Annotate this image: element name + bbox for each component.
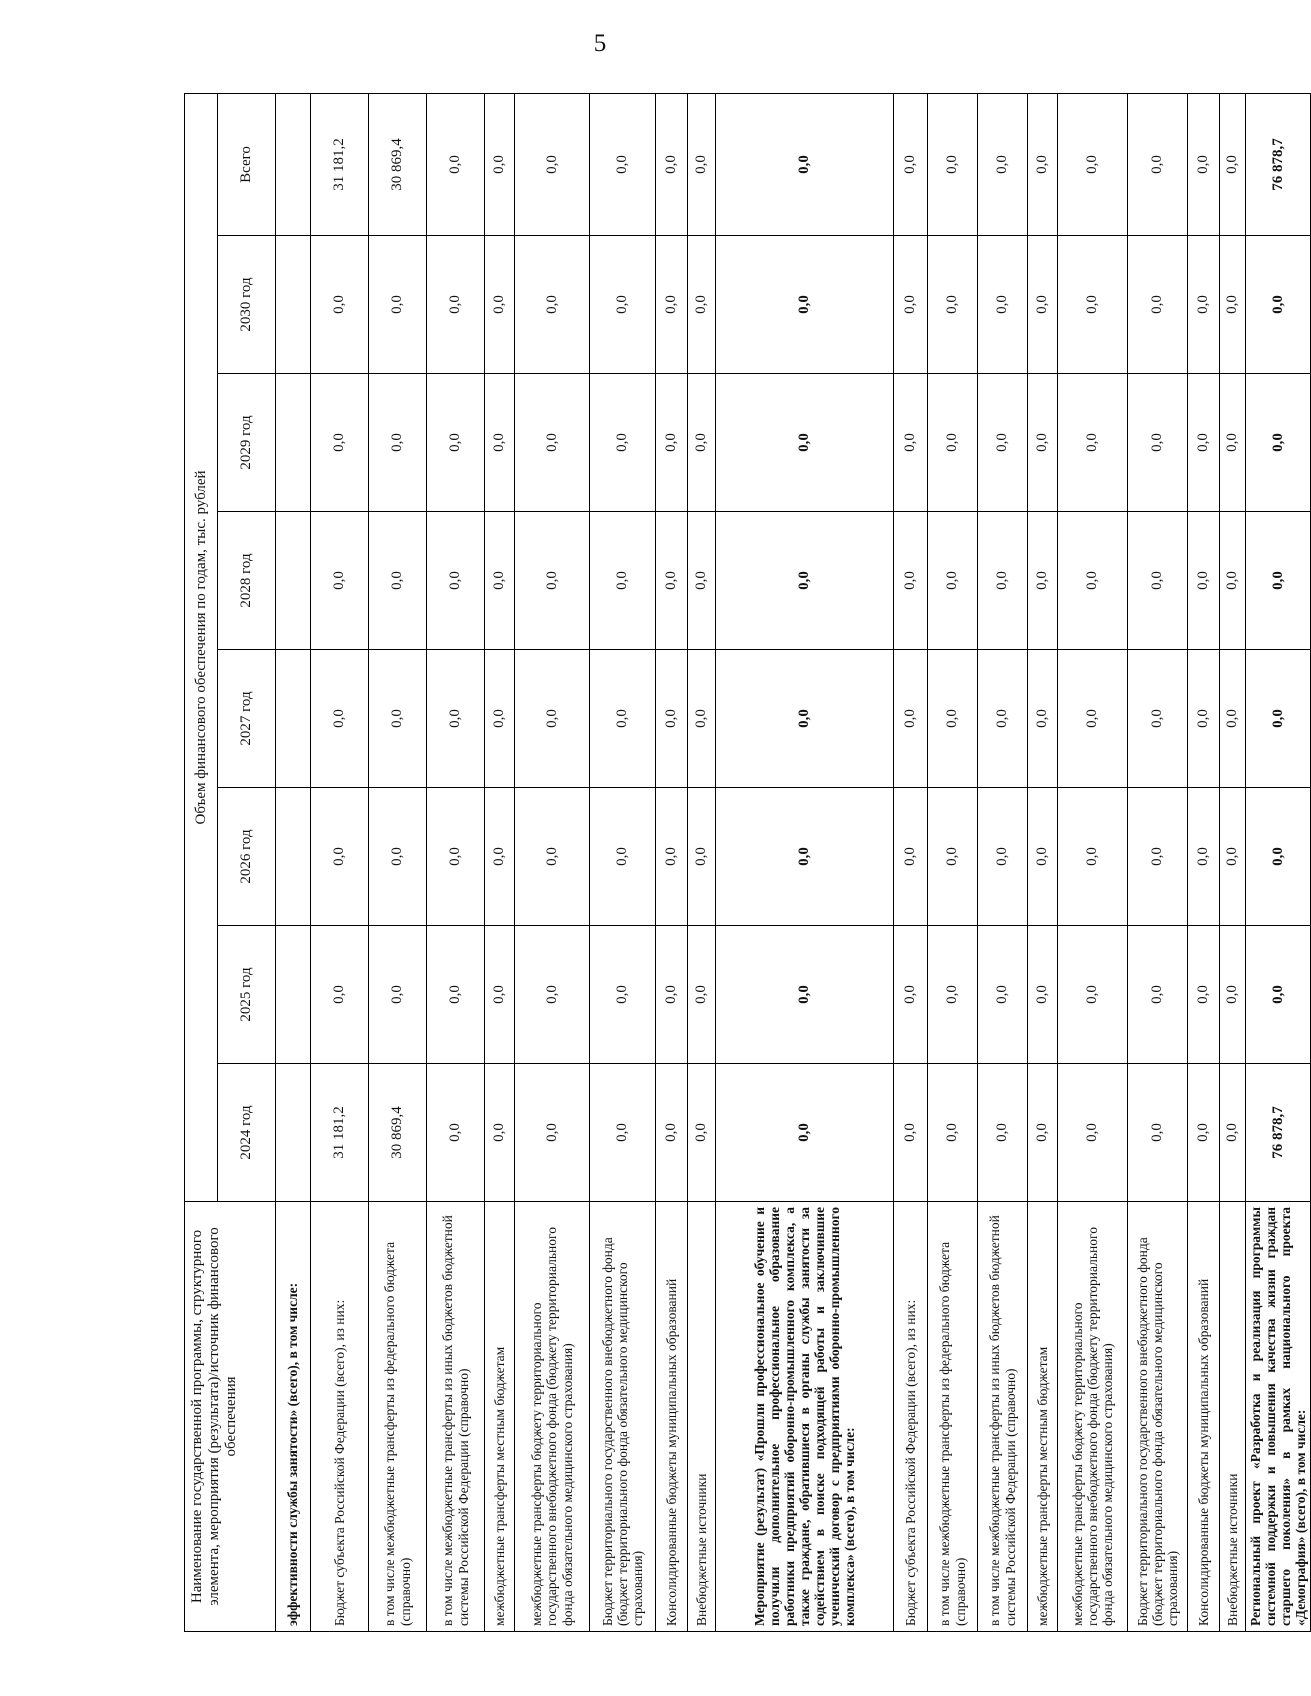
value-cell: 0,0 <box>590 236 656 374</box>
header-year-4: 2028 год <box>218 512 276 650</box>
value-cell: 0,0 <box>311 926 369 1064</box>
value-cell: 0,0 <box>515 926 590 1064</box>
value-cell: 0,0 <box>1128 788 1188 926</box>
value-cell: 0,0 <box>1188 374 1220 512</box>
table-row <box>311 93 369 1631</box>
value-cell: 0,0 <box>590 1064 656 1202</box>
value-cell: 0,0 <box>928 512 978 650</box>
table-row <box>427 93 485 1631</box>
value-cell: 0,0 <box>1246 788 1311 926</box>
value-cell: 0,0 <box>894 650 928 788</box>
value-cell: 0,0 <box>515 374 590 512</box>
value-cell: 0,0 <box>656 512 688 650</box>
row-name-cell: межбюджетные трансферты местным бюджетам <box>485 1202 515 1632</box>
value-cell: 0,0 <box>1188 1064 1220 1202</box>
value-cell: 0,0 <box>1128 236 1188 374</box>
value-cell: 0,0 <box>515 788 590 926</box>
row-name-cell: Консолидированные бюджеты муниципальных образований <box>1188 1202 1220 1632</box>
value-cell: 0,0 <box>1220 512 1246 650</box>
value-cell: 0,0 <box>515 236 590 374</box>
value-cell: 0,0 <box>656 926 688 1064</box>
value-cell: 0,0 <box>1128 374 1188 512</box>
value-cell: 0,0 <box>515 93 590 235</box>
value-cell: 0,0 <box>928 926 978 1064</box>
value-cell: 0,0 <box>1058 650 1128 788</box>
table-body <box>276 93 1311 1631</box>
value-cell: 0,0 <box>1188 93 1220 235</box>
value-cell: 0,0 <box>1028 93 1058 235</box>
value-cell: 0,0 <box>656 93 688 235</box>
value-cell <box>276 512 311 650</box>
header-year-6: 2030 год <box>218 236 276 374</box>
header-group: Объем финансового обеспечения по годам, тыс. рублей <box>185 93 218 1201</box>
value-cell: 0,0 <box>1188 236 1220 374</box>
value-cell: 0,0 <box>978 512 1028 650</box>
value-cell: 0,0 <box>1128 93 1188 235</box>
header-name-column: Наименование государственной программы, структурного элемента, мероприятия (результата)/источник финансового обеспечения <box>185 1202 276 1632</box>
value-cell: 0,0 <box>1246 650 1311 788</box>
value-cell: 0,0 <box>1188 512 1220 650</box>
value-cell: 0,0 <box>656 650 688 788</box>
table-row <box>1058 93 1128 1631</box>
value-cell: 0,0 <box>1028 512 1058 650</box>
value-cell: 0,0 <box>590 374 656 512</box>
value-cell: 0,0 <box>716 374 894 512</box>
table-row <box>928 93 978 1631</box>
row-name-cell: в том числе межбюджетные трансферты из федерального бюджета (справочно) <box>369 1202 427 1632</box>
value-cell: 0,0 <box>716 236 894 374</box>
value-cell <box>276 788 311 926</box>
value-cell: 0,0 <box>928 236 978 374</box>
value-cell: 0,0 <box>1188 788 1220 926</box>
header-year-7: Всего <box>218 93 276 235</box>
value-cell: 0,0 <box>1220 1064 1246 1202</box>
header-year-5: 2029 год <box>218 374 276 512</box>
header-year-0: 2024 год <box>218 1064 276 1202</box>
value-cell: 0,0 <box>978 374 1028 512</box>
value-cell: 0,0 <box>369 926 427 1064</box>
table-row <box>590 93 656 1631</box>
value-cell: 0,0 <box>1220 374 1246 512</box>
value-cell: 0,0 <box>978 1064 1028 1202</box>
header-year-3: 2027 год <box>218 650 276 788</box>
value-cell: 0,0 <box>515 650 590 788</box>
row-name-cell: Региональный проект «Разработка и реализация программы системной поддержки и повышения качества жизни граждан старшего поколения» в рамках национального проекта «Демография» (всего), в том числе: <box>1246 1202 1311 1632</box>
value-cell: 0,0 <box>688 650 716 788</box>
value-cell: 0,0 <box>1220 236 1246 374</box>
value-cell: 0,0 <box>485 650 515 788</box>
row-name-cell: Бюджет территориального государственного внебюджетного фонда (бюджет территориального фонда обязательного медицинского страхования) <box>1128 1202 1188 1632</box>
value-cell: 0,0 <box>978 650 1028 788</box>
value-cell: 0,0 <box>485 512 515 650</box>
value-cell: 0,0 <box>716 512 894 650</box>
value-cell: 0,0 <box>311 788 369 926</box>
value-cell: 0,0 <box>590 512 656 650</box>
value-cell: 0,0 <box>1028 650 1058 788</box>
value-cell: 0,0 <box>928 374 978 512</box>
value-cell: 0,0 <box>978 926 1028 1064</box>
value-cell: 0,0 <box>485 236 515 374</box>
value-cell: 0,0 <box>1246 374 1311 512</box>
value-cell: 0,0 <box>485 93 515 235</box>
table-row <box>515 93 590 1631</box>
value-cell: 0,0 <box>716 93 894 235</box>
value-cell: 0,0 <box>716 788 894 926</box>
value-cell: 0,0 <box>688 93 716 235</box>
value-cell: 0,0 <box>1246 236 1311 374</box>
table-row <box>656 93 688 1631</box>
value-cell: 0,0 <box>427 512 485 650</box>
value-cell: 0,0 <box>1028 926 1058 1064</box>
value-cell: 76 878,7 <box>1246 1064 1311 1202</box>
value-cell: 0,0 <box>515 1064 590 1202</box>
value-cell: 0,0 <box>656 1064 688 1202</box>
table-row <box>894 93 928 1631</box>
value-cell: 0,0 <box>1220 788 1246 926</box>
page-number: 5 <box>593 30 607 57</box>
value-cell: 0,0 <box>1128 512 1188 650</box>
value-cell: 0,0 <box>427 650 485 788</box>
value-cell: 0,0 <box>311 650 369 788</box>
value-cell: 0,0 <box>716 926 894 1064</box>
value-cell: 0,0 <box>1058 926 1128 1064</box>
value-cell: 0,0 <box>894 1064 928 1202</box>
value-cell: 0,0 <box>369 512 427 650</box>
value-cell: 0,0 <box>311 374 369 512</box>
value-cell: 0,0 <box>978 93 1028 235</box>
value-cell: 0,0 <box>978 236 1028 374</box>
value-cell <box>276 374 311 512</box>
row-name-cell: межбюджетные трансферты бюджету территориального государственного внебюджетного фонда (бюджету территориального фонда обязательного медицинского страхования) <box>515 1202 590 1632</box>
value-cell: 0,0 <box>590 926 656 1064</box>
value-cell: 0,0 <box>590 650 656 788</box>
value-cell: 0,0 <box>590 93 656 235</box>
value-cell: 0,0 <box>1058 1064 1128 1202</box>
value-cell: 0,0 <box>688 374 716 512</box>
value-cell: 0,0 <box>1028 374 1058 512</box>
value-cell: 0,0 <box>1188 926 1220 1064</box>
value-cell: 0,0 <box>485 374 515 512</box>
value-cell: 0,0 <box>427 788 485 926</box>
row-name-cell: Бюджет субъекта Российской Федерации (всего), из них: <box>894 1202 928 1632</box>
header-year-2: 2026 год <box>218 788 276 926</box>
value-cell <box>276 926 311 1064</box>
value-cell: 31 181,2 <box>311 93 369 235</box>
value-cell: 0,0 <box>894 926 928 1064</box>
table-row <box>369 93 427 1631</box>
rotated-table-container <box>184 94 1309 1632</box>
row-name-cell: Мероприятие (результат) «Прошли профессиональное обучение и получили дополнительное профессиональное образование работники предприятий оборонно-промышленного комплекса, а также граждане, обратившиеся в органы службы занятости за содействием в поиске подходящей работы и заключившие ученический договор с предприятиями оборонно-промышленного комплекса» (всего), в том числе: <box>716 1202 894 1632</box>
table-row <box>276 93 311 1631</box>
value-cell: 0,0 <box>1058 788 1128 926</box>
value-cell: 0,0 <box>894 788 928 926</box>
value-cell: 0,0 <box>1128 926 1188 1064</box>
row-name-cell: Бюджет субъекта Российской Федерации (всего), из них: <box>311 1202 369 1632</box>
value-cell: 30 869,4 <box>369 93 427 235</box>
value-cell: 0,0 <box>688 926 716 1064</box>
value-cell: 0,0 <box>688 1064 716 1202</box>
row-name-cell: в том числе межбюджетные трансферты из иных бюджетов бюджетной системы Российской Федерации (справочно) <box>978 1202 1028 1632</box>
value-cell: 0,0 <box>928 788 978 926</box>
value-cell: 0,0 <box>1058 512 1128 650</box>
value-cell: 0,0 <box>1220 93 1246 235</box>
value-cell <box>276 1064 311 1202</box>
value-cell: 0,0 <box>369 236 427 374</box>
value-cell: 0,0 <box>427 926 485 1064</box>
value-cell: 0,0 <box>688 788 716 926</box>
value-cell: 0,0 <box>1188 650 1220 788</box>
table-row <box>1028 93 1058 1631</box>
row-name-cell: межбюджетные трансферты бюджету территориального государственного внебюджетного фонда (бюджету территориального фонда обязательного медицинского страхования) <box>1058 1202 1128 1632</box>
value-cell: 0,0 <box>1220 926 1246 1064</box>
row-name-cell: в том числе межбюджетные трансферты из иных бюджетов бюджетной системы Российской Федерации (справочно) <box>427 1202 485 1632</box>
value-cell: 0,0 <box>369 788 427 926</box>
value-cell: 0,0 <box>515 512 590 650</box>
value-cell: 0,0 <box>716 1064 894 1202</box>
table-row <box>1128 93 1188 1631</box>
value-cell: 76 878,7 <box>1246 93 1311 235</box>
value-cell <box>276 650 311 788</box>
value-cell: 0,0 <box>1028 236 1058 374</box>
value-cell: 0,0 <box>485 788 515 926</box>
value-cell <box>276 93 311 235</box>
value-cell: 0,0 <box>1028 1064 1058 1202</box>
table-row <box>485 93 515 1631</box>
value-cell: 0,0 <box>485 926 515 1064</box>
row-name-cell: эффективности службы занятости» (всего), в том числе: <box>276 1202 311 1632</box>
value-cell: 0,0 <box>311 512 369 650</box>
value-cell: 0,0 <box>894 93 928 235</box>
value-cell: 31 181,2 <box>311 1064 369 1202</box>
value-cell: 0,0 <box>1128 650 1188 788</box>
value-cell: 0,0 <box>311 236 369 374</box>
value-cell: 0,0 <box>716 650 894 788</box>
table-row <box>978 93 1028 1631</box>
value-cell: 30 869,4 <box>369 1064 427 1202</box>
table-row <box>1188 93 1220 1631</box>
value-cell: 0,0 <box>1220 650 1246 788</box>
value-cell: 0,0 <box>656 236 688 374</box>
value-cell: 0,0 <box>1058 93 1128 235</box>
value-cell: 0,0 <box>656 374 688 512</box>
table-row <box>1246 93 1311 1631</box>
table-row <box>688 93 716 1631</box>
financing-table <box>184 93 1311 1632</box>
value-cell: 0,0 <box>427 236 485 374</box>
value-cell: 0,0 <box>427 93 485 235</box>
value-cell: 0,0 <box>656 788 688 926</box>
header-year-1: 2025 год <box>218 926 276 1064</box>
value-cell: 0,0 <box>1058 236 1128 374</box>
table-row <box>716 93 894 1631</box>
value-cell: 0,0 <box>1058 374 1128 512</box>
value-cell: 0,0 <box>688 512 716 650</box>
value-cell: 0,0 <box>1028 788 1058 926</box>
value-cell: 0,0 <box>1246 926 1311 1064</box>
value-cell: 0,0 <box>894 236 928 374</box>
row-name-cell: Внебюджетные источники <box>688 1202 716 1632</box>
value-cell: 0,0 <box>928 1064 978 1202</box>
value-cell: 0,0 <box>590 788 656 926</box>
value-cell: 0,0 <box>928 93 978 235</box>
value-cell: 0,0 <box>894 512 928 650</box>
value-cell: 0,0 <box>369 374 427 512</box>
value-cell: 0,0 <box>369 650 427 788</box>
row-name-cell: в том числе межбюджетные трансферты из федерального бюджета (справочно) <box>928 1202 978 1632</box>
value-cell: 0,0 <box>688 236 716 374</box>
value-cell: 0,0 <box>928 650 978 788</box>
row-name-cell: Внебюджетные источники <box>1220 1202 1246 1632</box>
row-name-cell: межбюджетные трансферты местным бюджетам <box>1028 1202 1058 1632</box>
value-cell: 0,0 <box>978 788 1028 926</box>
value-cell: 0,0 <box>427 1064 485 1202</box>
table-row <box>1220 93 1246 1631</box>
row-name-cell: Консолидированные бюджеты муниципальных образований <box>656 1202 688 1632</box>
value-cell <box>276 236 311 374</box>
value-cell: 0,0 <box>427 374 485 512</box>
value-cell: 0,0 <box>485 1064 515 1202</box>
row-name-cell: Бюджет территориального государственного внебюджетного фонда (бюджет территориального фонда обязательного медицинского страхования) <box>590 1202 656 1632</box>
value-cell: 0,0 <box>1246 512 1311 650</box>
value-cell: 0,0 <box>894 374 928 512</box>
value-cell: 0,0 <box>1128 1064 1188 1202</box>
